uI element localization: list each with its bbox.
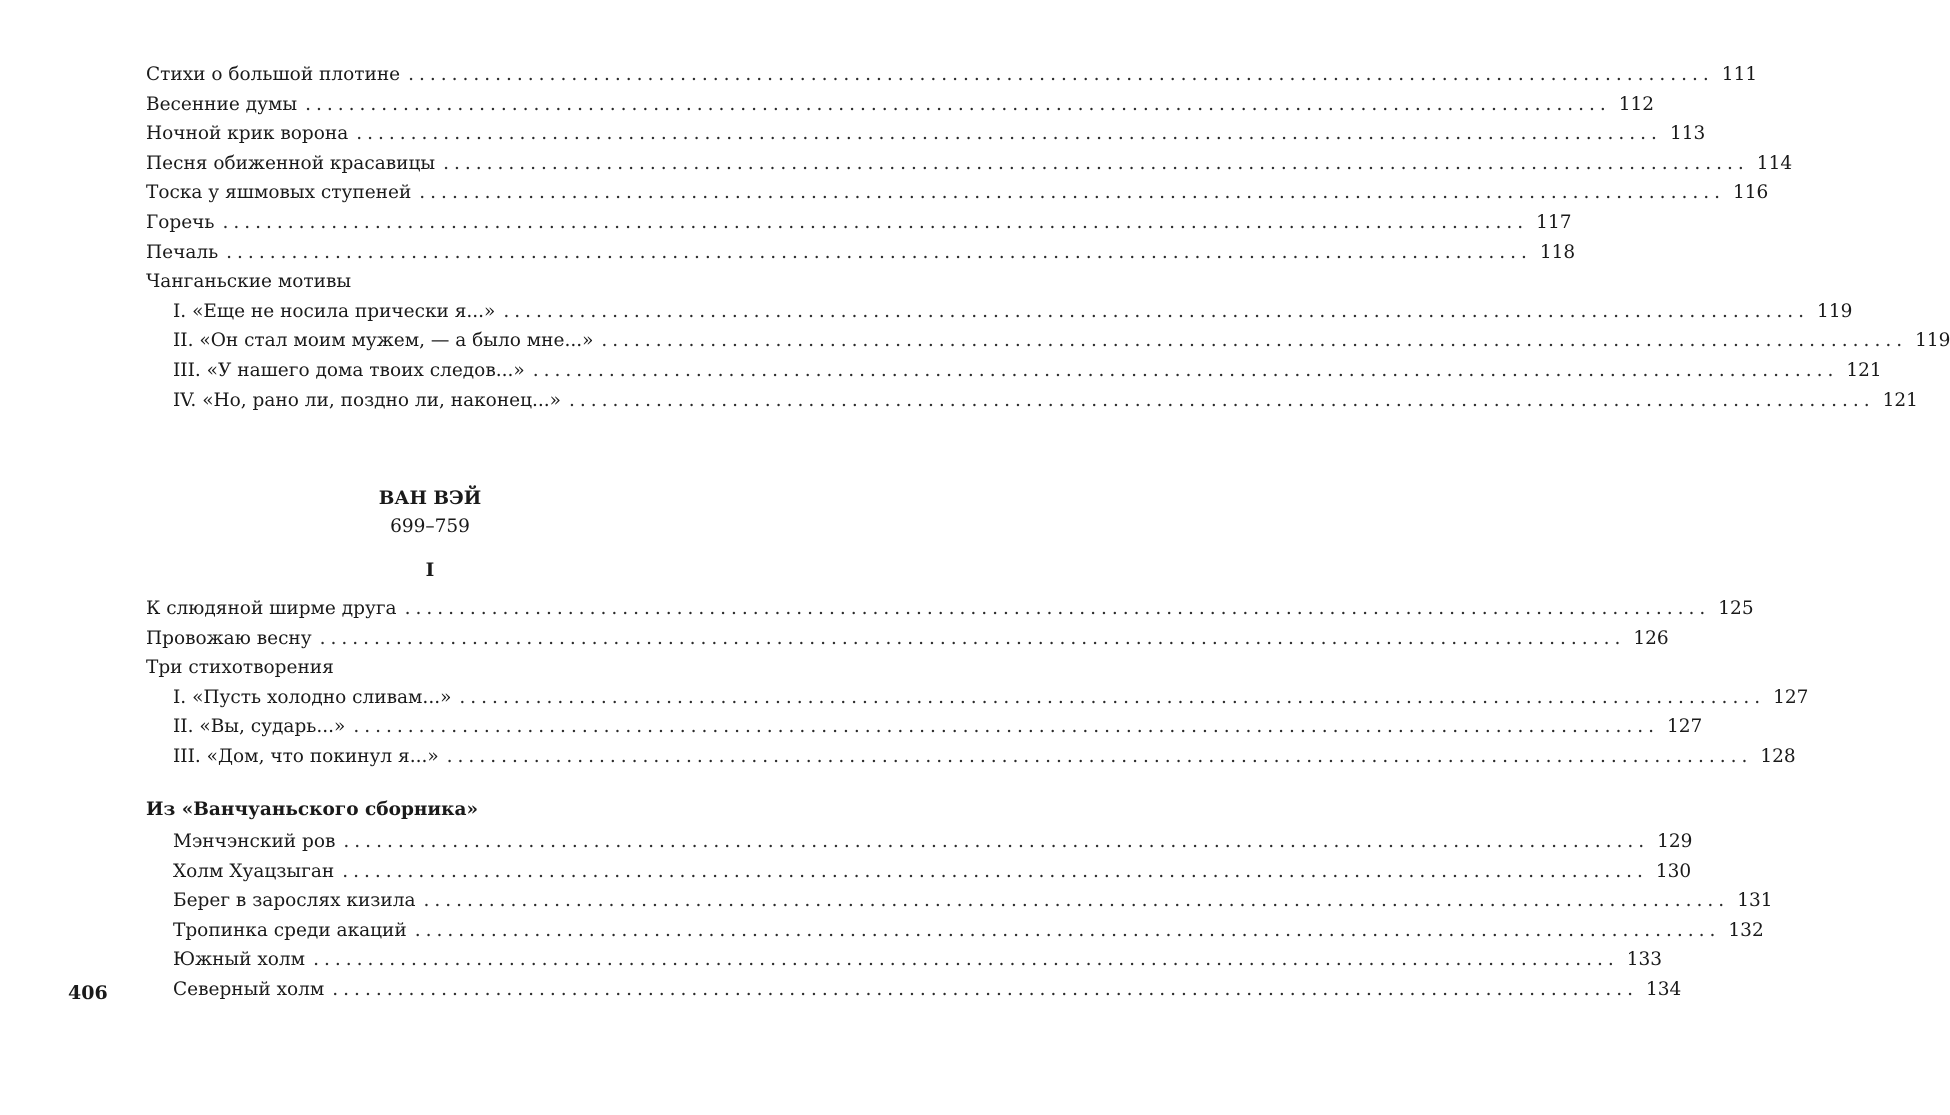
toc-entry-page: 133 (1626, 949, 1663, 971)
toc-entry-title: Холм Хуацзыган (173, 860, 335, 882)
dot-leader: ........................................................................................................................ (222, 211, 1529, 233)
dot-leader: ........................................................................................................................ (319, 627, 1626, 649)
toc-entry-title: III. «Дом, что покинул я...» (173, 745, 439, 767)
toc-entry-page: 128 (1760, 745, 1796, 767)
toc-entry (146, 90, 1655, 120)
toc-entry-title: Печаль (146, 241, 219, 263)
toc-entry-title: IV. «Но, рано ли, поздно ли, наконец...» (173, 389, 561, 411)
toc-entry (146, 827, 1693, 857)
dot-leader: ........................................................................................................................ (423, 890, 1730, 912)
toc-entry-title: Тропинка среди акаций (173, 919, 407, 941)
toc-entry-title: Мэнчэнский ров (173, 831, 336, 852)
toc-entry (146, 886, 1773, 916)
toc-entry-page: 134 (1645, 978, 1682, 1000)
dot-leader: ........................................................................................................................ (414, 919, 1721, 941)
toc-entry-title: III. «У нашего дома твоих следов...» (173, 359, 525, 381)
dot-leader: ........................................................................................................................ (408, 64, 1714, 85)
toc-entry (146, 326, 1950, 356)
toc-entry (146, 178, 1769, 208)
toc-entry (146, 238, 1576, 268)
dot-leader: ........................................................................................................................ (226, 241, 1532, 263)
toc-entry-title: Весенние думы (146, 93, 298, 115)
toc-entry (146, 60, 1758, 90)
toc-entry-page: 119 (1915, 330, 1950, 352)
dot-leader: ........................................................................................................................ (332, 978, 1638, 1000)
toc-list-top (146, 60, 1950, 415)
toc-entry-title: Песня обиженной красавицы (146, 152, 436, 174)
toc-entry-title: Северный холм (173, 978, 325, 1000)
dot-leader: ........................................................................................................................ (313, 949, 1619, 971)
toc-entry-page: 114 (1756, 152, 1793, 174)
author-years: 699–759 (390, 516, 470, 537)
dot-leader: ........................................................................................................................ (443, 152, 1749, 174)
author-name: ВАН ВЭЙ (378, 488, 482, 509)
collection-heading: Из «Ванчуаньского сборника» (146, 799, 479, 820)
toc-entry (146, 624, 1669, 654)
toc-entry-page: 121 (1882, 389, 1918, 411)
dot-leader: ........................................................................................................................ (503, 300, 1810, 322)
toc-entry (146, 208, 1572, 238)
toc-entry-page: 117 (1536, 211, 1572, 233)
toc-entry-title: I. «Пусть холодно сливам...» (173, 686, 452, 708)
toc-entry-title: Горечь (146, 211, 215, 233)
toc-entry-page: 127 (1667, 716, 1703, 738)
toc-entry-page: 113 (1669, 123, 1706, 145)
toc-entry-title: Чанганьские мотивы (146, 271, 352, 293)
toc-entry-page: 119 (1817, 300, 1853, 322)
toc-entry-title: Стихи о большой плотине (146, 64, 401, 85)
toc-entry-title: К слюдяной ширме друга (146, 598, 397, 619)
toc-entry (146, 916, 1764, 946)
toc-entry (146, 742, 1796, 772)
toc-entry (146, 975, 1682, 1005)
toc-list-part-one (146, 594, 1809, 772)
dot-leader: ........................................................................................................................ (419, 182, 1725, 204)
toc-entry-page: 111 (1721, 64, 1758, 85)
toc-entry-title: II. «Он стал моим мужем, — а было мне...» (173, 330, 594, 352)
toc-entry-title: II. «Вы, сударь...» (173, 716, 346, 738)
toc-entry-page: 130 (1655, 860, 1692, 882)
toc-entry-title: Провожаю весну (146, 627, 312, 649)
dot-leader: ........................................................................................................................ (342, 860, 1648, 882)
toc-entry (146, 945, 1663, 975)
dot-leader: ........................................................................................................................ (356, 123, 1662, 145)
toc-entry-title: I. «Еще не носила прически я...» (173, 300, 496, 322)
dot-leader: ........................................................................................................................ (601, 330, 1908, 352)
toc-entry-page: 112 (1618, 93, 1655, 115)
dot-leader: ........................................................................................................................ (353, 716, 1660, 738)
dot-leader: ........................................................................................................................ (446, 745, 1753, 767)
toc-entry (146, 119, 1706, 149)
toc-entry-page: 129 (1657, 831, 1693, 852)
toc-entry (146, 297, 1853, 327)
toc-entry-page: 132 (1728, 919, 1764, 941)
toc-entry (146, 149, 1793, 179)
toc-entry-page: 116 (1732, 182, 1769, 204)
toc-entry (146, 356, 1882, 386)
toc-entry (146, 683, 1809, 713)
toc-entry-title: Три стихотворения (146, 657, 334, 679)
toc-entry (146, 594, 1754, 624)
dot-leader: ........................................................................................................................ (404, 598, 1711, 619)
dot-leader: ........................................................................................................................ (459, 686, 1766, 708)
toc-entry (146, 857, 1692, 887)
dot-leader: ........................................................................................................................ (305, 93, 1611, 115)
dot-leader: ........................................................................................................................ (532, 359, 1839, 381)
toc-entry (146, 712, 1703, 742)
toc-entry-title: Южный холм (173, 949, 306, 971)
toc-entry-page: 126 (1633, 627, 1669, 649)
page-number: 406 (68, 982, 108, 1004)
toc-entry-page: 127 (1773, 686, 1809, 708)
toc-entry-title: Ночной крик ворона (146, 123, 349, 145)
toc-entry (146, 386, 1918, 416)
toc-entry-page: 125 (1718, 598, 1754, 619)
dot-leader: ........................................................................................................................ (568, 389, 1875, 411)
toc-entry-page: 131 (1737, 890, 1773, 912)
toc-entry (146, 653, 718, 683)
toc-entry-page: 121 (1846, 359, 1882, 381)
toc-entry (146, 267, 718, 297)
toc-entry-title: Берег в зарослях кизила (173, 890, 416, 912)
part-heading: I (425, 560, 435, 581)
toc-entry-page: 118 (1539, 241, 1576, 263)
toc-entry-title: Тоска у яшмовых ступеней (146, 182, 412, 204)
dot-leader: ........................................................................................................................ (343, 831, 1650, 852)
toc-list-collection (146, 827, 1773, 1005)
